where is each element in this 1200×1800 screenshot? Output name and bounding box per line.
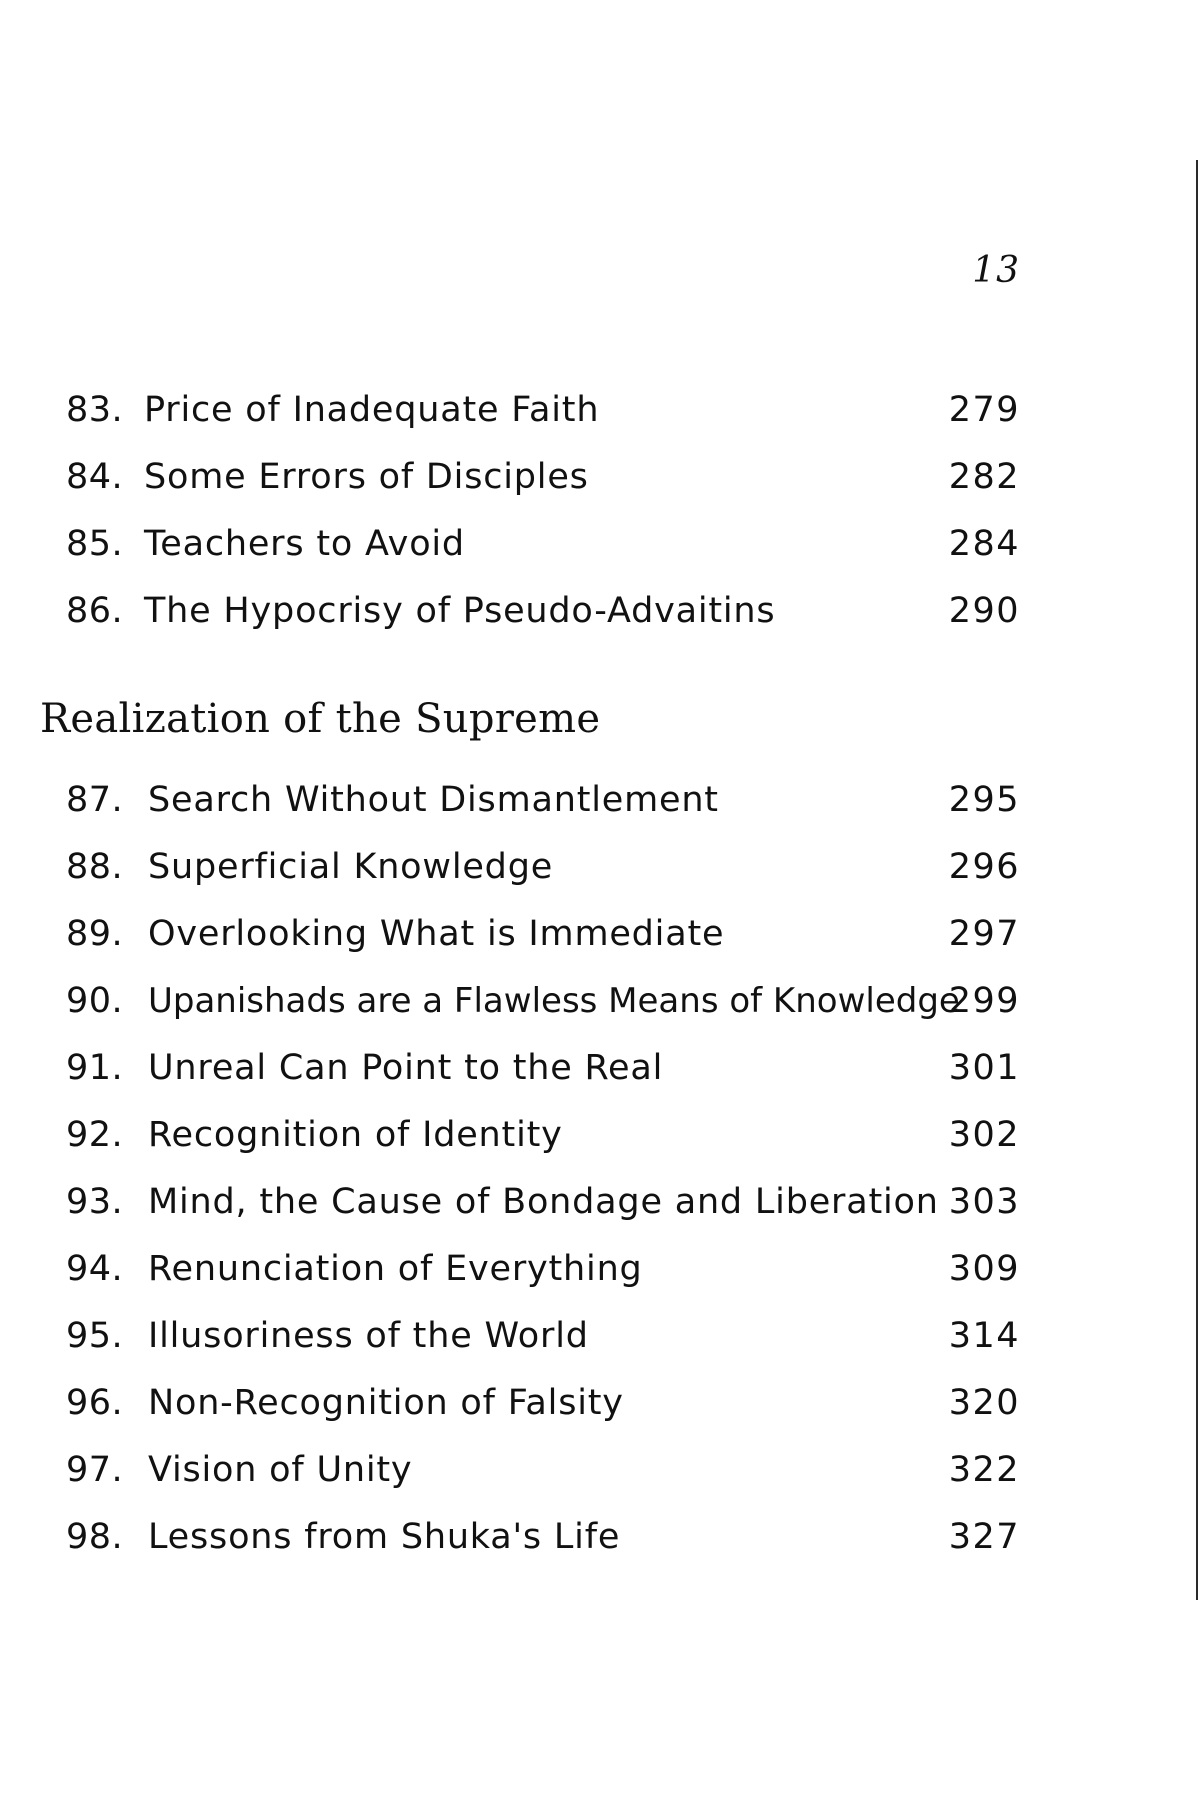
toc-entry-title: Some Errors of Disciples — [144, 457, 589, 497]
section-heading: Realization of the Supreme — [40, 696, 601, 742]
page-number: 13 — [972, 250, 1020, 291]
toc-entry[interactable] — [0, 914, 1200, 974]
toc-entry-title: Renunciation of Everything — [148, 1249, 643, 1289]
toc-entry[interactable] — [0, 457, 1200, 517]
toc-entry-page: 309 — [948, 1249, 1020, 1289]
toc-entry-title: Non-Recognition of Falsity — [148, 1383, 624, 1423]
toc-entry-page: 282 — [948, 457, 1020, 497]
toc-entry-title: The Hypocrisy of Pseudo-Advaitins — [144, 591, 776, 631]
toc-entry-page: 297 — [948, 914, 1020, 954]
toc-entry-number: 86. — [66, 591, 124, 631]
toc-entry[interactable] — [0, 1450, 1200, 1510]
toc-entry-number: 91. — [66, 1048, 124, 1088]
toc-entry-page: 322 — [948, 1450, 1020, 1490]
toc-entry-number: 90. — [66, 981, 124, 1021]
toc-entry[interactable] — [0, 1048, 1200, 1108]
toc-entry[interactable] — [0, 847, 1200, 907]
toc-entry-page: 279 — [948, 390, 1020, 430]
toc-entry-number: 88. — [66, 847, 124, 887]
toc-entry-number: 84. — [66, 457, 124, 497]
toc-entry-number: 92. — [66, 1115, 124, 1155]
toc-entry-number: 89. — [66, 914, 124, 954]
toc-entry-page: 320 — [948, 1383, 1020, 1423]
toc-entry-number: 98. — [66, 1517, 124, 1557]
toc-entry-title: Illusoriness of the World — [148, 1316, 589, 1356]
toc-entry[interactable] — [0, 524, 1200, 584]
toc-entry-number: 85. — [66, 524, 124, 564]
toc-entry-page: 301 — [948, 1048, 1020, 1088]
toc-entry[interactable] — [0, 1249, 1200, 1309]
toc-entry[interactable] — [0, 1115, 1200, 1175]
toc-entry-page: 314 — [948, 1316, 1020, 1356]
toc-entry[interactable] — [0, 591, 1200, 651]
toc-entry[interactable] — [0, 390, 1200, 450]
toc-entry-title: Upanishads are a Flawless Means of Knowledge — [148, 981, 960, 1021]
toc-entry-page: 296 — [948, 847, 1020, 887]
toc-entry-number: 93. — [66, 1182, 124, 1222]
toc-entry-title: Recognition of Identity — [148, 1115, 563, 1155]
toc-entry-title: Overlooking What is Immediate — [148, 914, 725, 954]
toc-entry[interactable] — [0, 981, 1200, 1041]
toc-entry-page: 327 — [948, 1517, 1020, 1557]
toc-entry-title: Lessons from Shuka's Life — [148, 1517, 621, 1557]
toc-entry-title: Superficial Knowledge — [148, 847, 554, 887]
toc-entry-title: Teachers to Avoid — [144, 524, 465, 564]
toc-entry-title: Vision of Unity — [148, 1450, 413, 1490]
toc-entry-number: 94. — [66, 1249, 124, 1289]
toc-entry[interactable] — [0, 1182, 1200, 1242]
toc-entry-title: Search Without Dismantlement — [148, 780, 719, 820]
toc-entry-title: Mind, the Cause of Bondage and Liberation — [148, 1182, 939, 1222]
toc-entry-page: 303 — [948, 1182, 1020, 1222]
toc-entry-page: 290 — [948, 591, 1020, 631]
toc-entry-number: 96. — [66, 1383, 124, 1423]
toc-entry[interactable] — [0, 1517, 1200, 1577]
toc-entry[interactable] — [0, 1383, 1200, 1443]
toc-entry-title: Unreal Can Point to the Real — [148, 1048, 664, 1088]
toc-entry-page: 284 — [948, 524, 1020, 564]
toc-entry-page: 302 — [948, 1115, 1020, 1155]
toc-entry-page: 299 — [948, 981, 1020, 1021]
toc-entry[interactable] — [0, 780, 1200, 840]
toc-entry-number: 87. — [66, 780, 124, 820]
toc-entry-number: 83. — [66, 390, 124, 430]
toc-entry-number: 95. — [66, 1316, 124, 1356]
toc-entry-number: 97. — [66, 1450, 124, 1490]
toc-entry[interactable] — [0, 1316, 1200, 1376]
toc-entry-page: 295 — [948, 780, 1020, 820]
toc-entry-title: Price of Inadequate Faith — [144, 390, 600, 430]
